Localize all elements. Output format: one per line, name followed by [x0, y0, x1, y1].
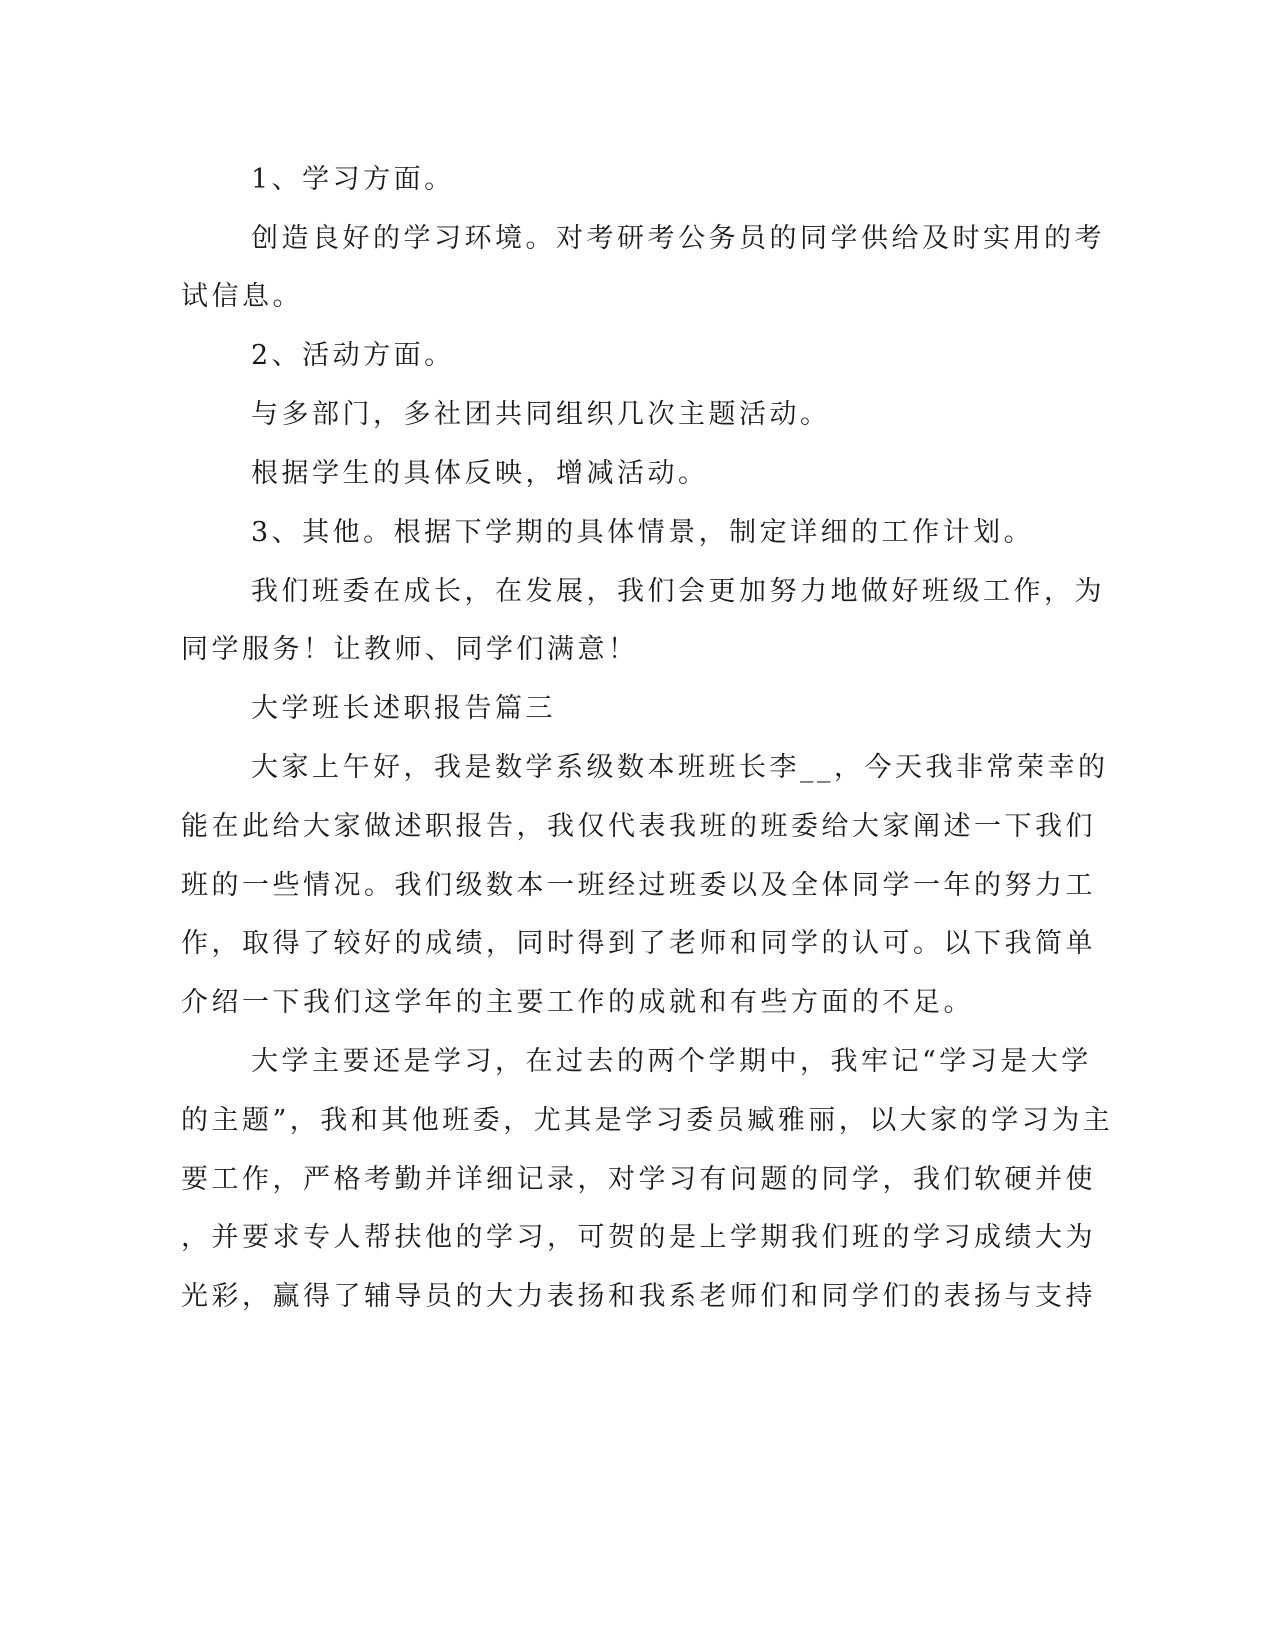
paragraph-line: 根据学生的具体反映，增减活动。	[251, 458, 709, 489]
heading-other: 3、其他。根据下学期的具体情景，制定详细的工作计划。	[251, 517, 1035, 548]
paragraph-line: 我们班委在成长，在发展，我们会更加努力地做好班级工作，为	[251, 576, 1105, 607]
paragraph-line: 的主题”，我和其他班委，尤其是学习委员臧雅丽，以大家的学习为主	[181, 1105, 1114, 1136]
paragraph-line: 班的一些情况。我们级数本一班经过班委以及全体同学一年的努力工	[181, 870, 1096, 901]
paragraph-line: 试信息。	[181, 281, 303, 312]
paragraph-line: 介绍一下我们这学年的主要工作的成就和有些方面的不足。	[181, 987, 974, 1018]
paragraph-line: ，并要求专人帮扶他的学习，可贺的是上学期我们班的学习成绩大为	[181, 1222, 1096, 1253]
paragraph-line: 大家上午好，我是数学系级数本班班长李__，今天我非常荣幸的	[251, 752, 1109, 783]
paragraph-line: 作，取得了较好的成绩，同时得到了老师和同学的认可。以下我简单	[181, 928, 1096, 959]
paragraph-line: 创造良好的学习环境。对考研考公务员的同学供给及时实用的考	[251, 223, 1105, 254]
paragraph-line: 要工作，严格考勤并详细记录，对学习有问题的同学，我们软硬并使	[181, 1164, 1096, 1195]
paragraph-line: 与多部门，多社团共同组织几次主题活动。	[251, 399, 831, 430]
heading-activities: 2、活动方面。	[251, 340, 455, 371]
paragraph-line: 大学主要还是学习，在过去的两个学期中，我牢记“学习是大学	[251, 1046, 1092, 1077]
paragraph-line: 同学服务！让教师、同学们满意！	[181, 634, 639, 665]
heading-study: 1、学习方面。	[251, 164, 455, 195]
paragraph-line: 能在此给大家做述职报告，我仅代表我班的班委给大家阐述一下我们	[181, 811, 1096, 842]
section-title: 大学班长述职报告篇三	[251, 693, 556, 724]
paragraph-line: 光彩，赢得了辅导员的大力表扬和我系老师们和同学们的表扬与支持	[181, 1281, 1096, 1312]
